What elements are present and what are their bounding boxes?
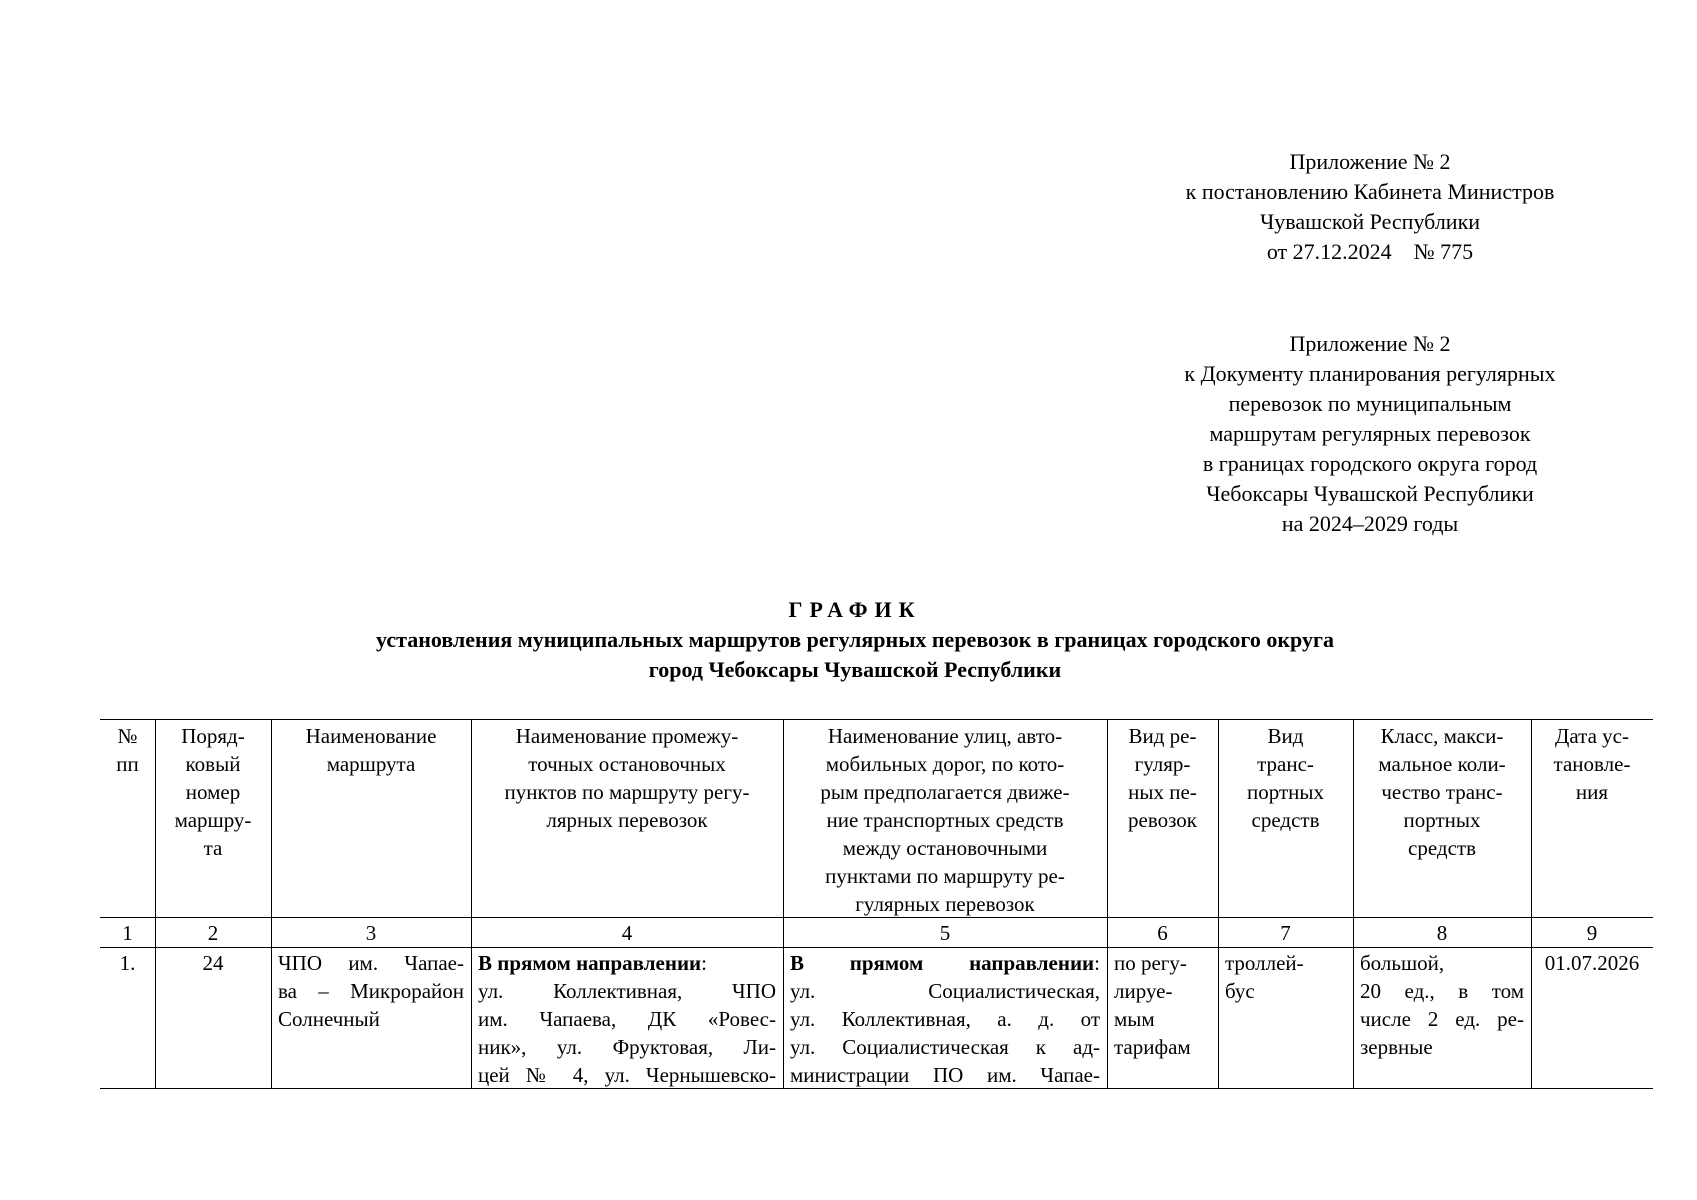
header-text: маршрута <box>326 752 416 776</box>
title-subtitle-line: город Чебоксары Чувашской Республики <box>648 657 1062 682</box>
cell-text: лируе- <box>1114 979 1173 1003</box>
header-cell-route-order <box>155 722 271 862</box>
cell-text: большой, <box>1360 951 1445 975</box>
header-text: лярных перевозок <box>546 808 708 832</box>
cell-vehicle-type <box>1218 949 1353 1005</box>
schedule-table <box>100 719 1653 1089</box>
header-text: гулярных перевозок <box>855 892 1035 916</box>
header-text: ние транспортных средств <box>826 808 1064 832</box>
cell-text: бус <box>1225 979 1255 1003</box>
cell-date: 01.07.2026 <box>1544 951 1640 975</box>
header-cell-pp <box>100 722 155 778</box>
header-text: Наименование <box>305 724 437 748</box>
annex-line: на 2024–2029 годы <box>1281 511 1459 536</box>
header-text: тановле- <box>1553 752 1631 776</box>
direction-colon: : <box>1094 951 1100 975</box>
header-text: номер <box>185 780 241 804</box>
column-number: 2 <box>207 921 219 945</box>
annex-decree-reference <box>1070 147 1670 267</box>
header-text: между остановочными <box>842 836 1048 860</box>
header-cell-route-name <box>271 722 471 778</box>
cell-transport-kind <box>1107 949 1218 1061</box>
cell-pp: 1. <box>119 951 136 975</box>
header-text: транс- <box>1257 752 1314 776</box>
annex-line: к Документу планирования регулярных <box>1184 361 1556 386</box>
annex-line: Чебоксары Чувашской Республики <box>1206 481 1534 506</box>
header-text: рым предполагается движе- <box>820 780 1070 804</box>
header-text: портных <box>1403 808 1481 832</box>
annex-line: в границах городского округа город <box>1202 451 1538 476</box>
header-text: портных <box>1247 780 1324 804</box>
cell-text: ва – Микрорайон <box>278 979 464 1003</box>
column-number: 4 <box>621 921 633 945</box>
header-text: пунктов по маршруту регу- <box>504 780 750 804</box>
header-text: мобильных дорог, по кото- <box>825 752 1065 776</box>
direction-heading <box>790 949 1100 977</box>
annex-line: Приложение № 2 <box>1289 331 1451 356</box>
cell-text: министрации ПО им. Чапае- <box>790 1063 1100 1087</box>
header-cell-transport-kind <box>1107 722 1218 834</box>
cell-route-name <box>271 949 471 1033</box>
cell-text: числе 2 ед. ре- <box>1360 1007 1524 1031</box>
cell-text: ул. Социалистическая к ад- <box>790 1035 1100 1059</box>
header-text: гуляр- <box>1134 752 1191 776</box>
column-number: 8 <box>1436 921 1448 945</box>
column-number: 3 <box>365 921 377 945</box>
row-divider <box>100 947 1653 948</box>
header-cell-stops <box>471 722 783 834</box>
header-text: Вид ре- <box>1128 724 1197 748</box>
header-text: средств <box>1251 808 1320 832</box>
header-cell-vehicle-class <box>1353 722 1531 862</box>
header-text: пунктами по маршруту ре- <box>825 864 1065 888</box>
cell-text: троллей- <box>1225 951 1304 975</box>
direction-label: В прямом направлении <box>478 951 702 975</box>
direction-heading <box>478 949 776 977</box>
header-text: Класс, макси- <box>1380 724 1504 748</box>
direction-label: В прямом направлении <box>790 951 1095 975</box>
column-number: 1 <box>122 921 133 945</box>
header-text: точных остановочных <box>528 752 726 776</box>
header-text: чество транс- <box>1381 780 1503 804</box>
annex-line: Приложение № 2 <box>1289 149 1451 174</box>
cell-text: 20 ед., в том <box>1360 979 1524 1003</box>
column-number: 9 <box>1586 921 1598 945</box>
header-text: пп <box>116 752 139 776</box>
cell-text: Солнечный <box>278 1007 380 1031</box>
cell-text: мым <box>1114 1007 1155 1031</box>
annex-line: перевозок по муниципальным <box>1228 391 1512 416</box>
header-text: та <box>203 836 223 860</box>
cell-stops <box>471 949 783 1089</box>
header-text: № <box>117 724 138 748</box>
cell-text: им. Чапаева, ДК «Ровес- <box>478 1007 776 1031</box>
annex-line: от 27.12.2024 № 775 <box>1266 239 1474 264</box>
document-title <box>100 595 1610 685</box>
direction-colon: : <box>701 951 707 975</box>
cell-text: зервные <box>1360 1035 1433 1059</box>
cell-text: ник», ул. Фруктовая, Ли- <box>478 1035 776 1059</box>
header-text: ния <box>1575 780 1609 804</box>
header-text: средств <box>1408 836 1476 860</box>
cell-route-number: 24 <box>202 951 224 975</box>
cell-text: ул. Социалистическая, <box>790 979 1100 1003</box>
cell-streets <box>783 949 1107 1089</box>
header-text: ных пе- <box>1128 780 1197 804</box>
column-number: 5 <box>939 921 951 945</box>
cell-text: тарифам <box>1114 1035 1191 1059</box>
header-text: маршру- <box>174 808 252 832</box>
header-text: Поряд- <box>181 724 245 748</box>
column-number: 7 <box>1280 921 1291 945</box>
title-main: ГРАФИК <box>788 597 922 622</box>
annex-line: Чувашской Республики <box>1259 209 1481 234</box>
annex-line: маршрутам регулярных перевозок <box>1209 421 1531 446</box>
annex-document-reference <box>1070 329 1670 539</box>
header-cell-date <box>1531 722 1653 806</box>
header-text: Наименование улиц, авто- <box>827 724 1063 748</box>
cell-text: цей № 4, ул. Чернышевско- <box>478 1063 776 1087</box>
header-cell-vehicle-type <box>1218 722 1353 834</box>
header-cell-streets <box>783 722 1107 918</box>
header-text: Дата ус- <box>1555 724 1629 748</box>
column-number: 6 <box>1157 921 1168 945</box>
annex-line: к постановлению Кабинета Министров <box>1185 179 1555 204</box>
header-text: мальное коли- <box>1378 752 1506 776</box>
cell-text: ЧПО им. Чапае- <box>278 951 464 975</box>
header-text: ревозок <box>1128 808 1197 832</box>
cell-text: по регу- <box>1114 951 1187 975</box>
header-text: Наименование промежу- <box>515 724 739 748</box>
title-subtitle-line: установления муниципальных маршрутов регулярных перевозок в границах городского округа <box>376 627 1334 652</box>
cell-vehicle-class <box>1353 949 1531 1061</box>
cell-text: ул. Коллективная, ЧПО <box>478 979 776 1003</box>
header-text: ковый <box>185 752 241 776</box>
cell-text: ул. Коллективная, а. д. от <box>790 1007 1100 1031</box>
header-text: Вид <box>1267 724 1304 748</box>
